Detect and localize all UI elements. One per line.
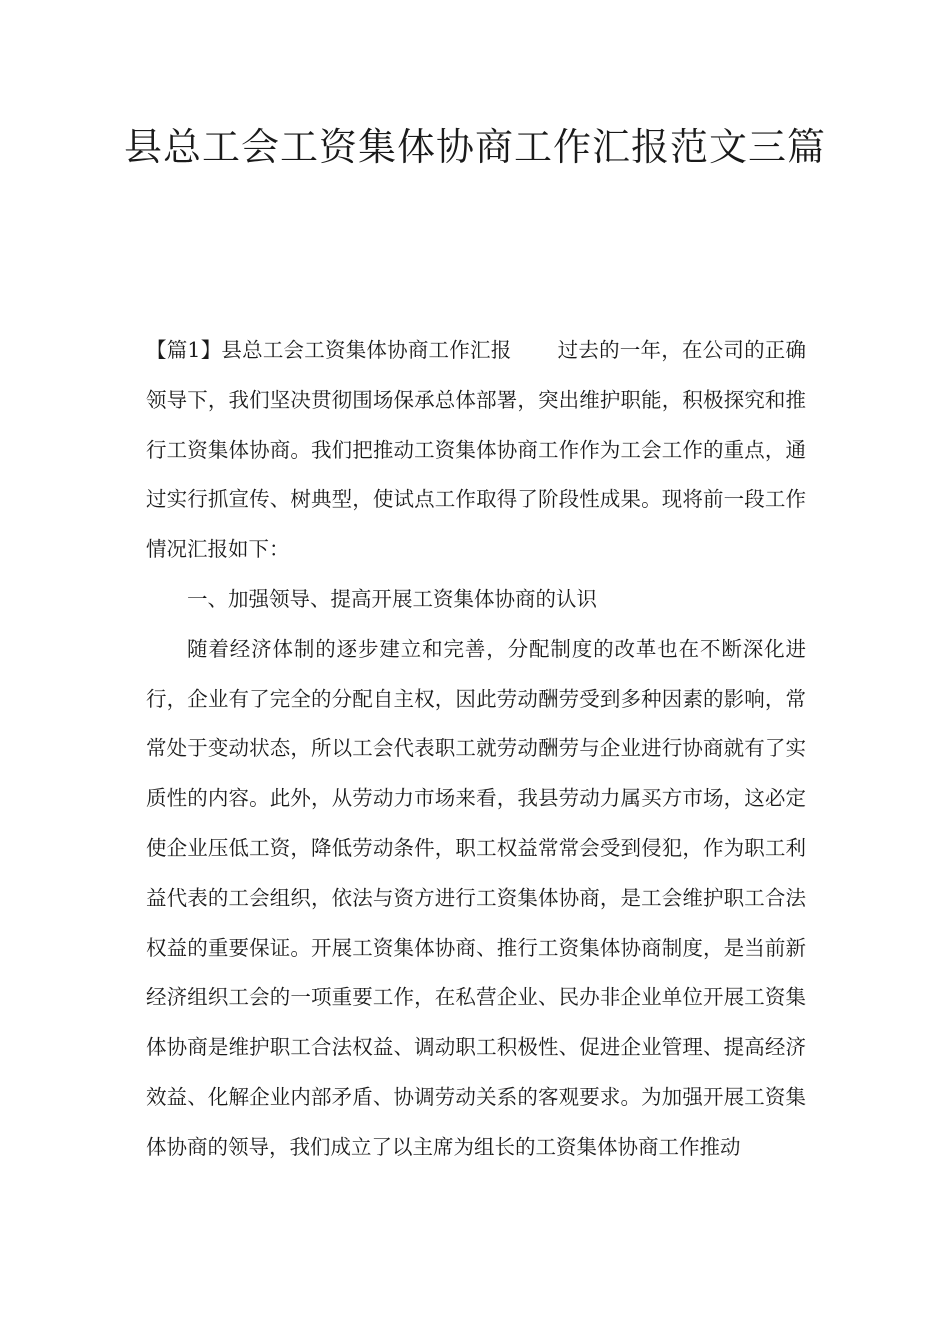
body-paragraph: 随着经济体制的逐步建立和完善，分配制度的改革也在不断深化进行，企业有了完全的分配自主权，因此劳动酬劳受到多种因素的影响，常常处于变动状态，所以工会代表职工就劳动酬劳与企业进行协商就有了实质性的内容。此外，从劳动力市场来看，我县劳动力属买方市场，这必定使企业压低工资，降低劳动条件，职工权益常常会受到侵犯，作为职工利益代表的工会组织，依法与资方进行工资集体协商，是工会维护职工合法权益的重要保证。开展工资集体协商、推行工资集体协商制度，是当前新经济组织工会的一项重要工作，在私营企业、民办非企业单位开展工资集体协商是维护职工合法权益、调动职工积极性、促进企业管理、提高经济效益、化解企业内部矛盾、协调劳动关系的客观要求。为加强开展工资集体协商的领导，我们成立了以主席为组长的工资集体协商工作推动 — [146, 636, 806, 1159]
section-heading: 一、加强领导、提高开展工资集体协商的认识 — [187, 586, 597, 611]
intro-paragraph — [146, 326, 806, 575]
section-label: 【篇1】县总工会工资集体协商工作汇报 — [146, 338, 512, 362]
intro-text: 过去的一年，在公司的正确领导下，我们坚决贯彻围场保承总体部署，突出维护职能，积极探究和推行工资集体协商。我们把推动工资集体协商工作作为工会工作的重点，通过实行抓宣传、树典型，使试点工作取得了阶段性成果。现将前一段工作情况汇报如下： — [146, 338, 807, 562]
document-title: 县总工会工资集体协商工作汇报范文三篇 — [123, 125, 826, 169]
document-body — [146, 326, 806, 1173]
